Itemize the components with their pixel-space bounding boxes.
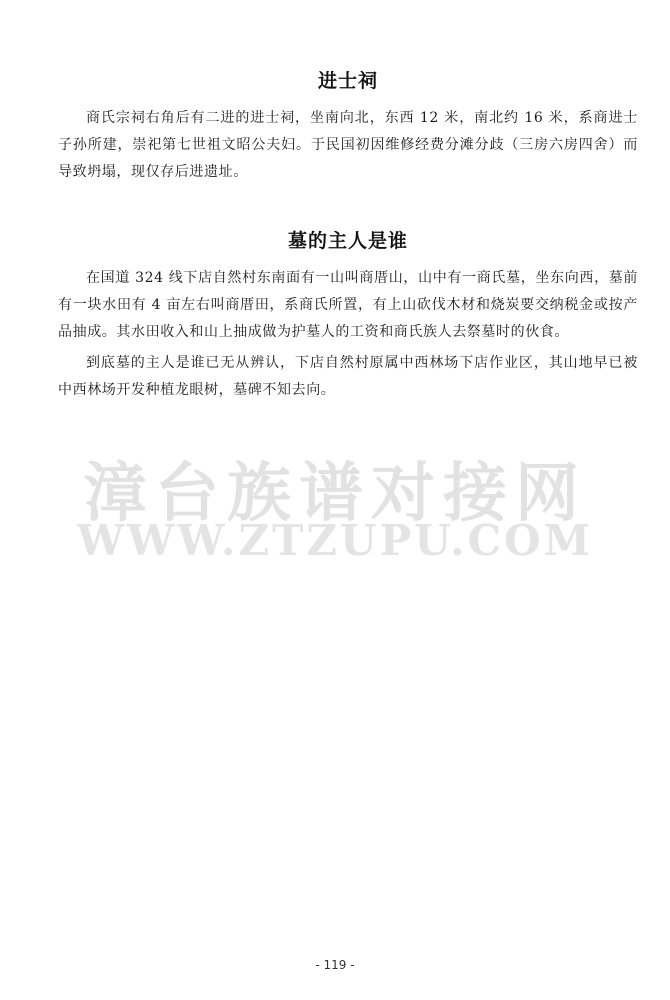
section-title: 进士祠 [317, 70, 378, 92]
paragraph: 在国道 324 线下店自然村东南面有一山叫商厝山，山中有一商氏墓，坐东向西，墓前有一块水田有 4 亩左右叫商厝田，系商氏所置，有上山砍伐木材和烧炭要交纳税金或按产品抽成。其水田收入和山上抽成做为护墓人的工资和商氏族人去祭墓时的伙食。 [58, 270, 638, 340]
page-number: - 119 - [315, 958, 355, 972]
section-title: 墓的主人是谁 [287, 230, 408, 252]
paragraph: 到底墓的主人是谁已无从辨认，下店自然村原属中西林场下店作业区，其山地早已被中西林场开发种植龙眼树，墓碑不知去向。 [58, 355, 638, 398]
section-jinshi-ci [58, 66, 638, 186]
watermark-chinese: 漳台族谱对接网 [83, 456, 587, 531]
section-tomb-owner [58, 226, 638, 404]
paragraph: 商氏宗祠右角后有二进的进士祠，坐南向北，东西 12 米，南北约 16 米，系商进士子孙所建，崇祀第七世祖文昭公夫妇。于民国初因维修经费分滩分歧（三房六房四舍）而导致坍塌，现仅存后进遗址。 [58, 110, 638, 180]
watermark-url: WWW.ZTZUPU.COM [76, 516, 594, 565]
